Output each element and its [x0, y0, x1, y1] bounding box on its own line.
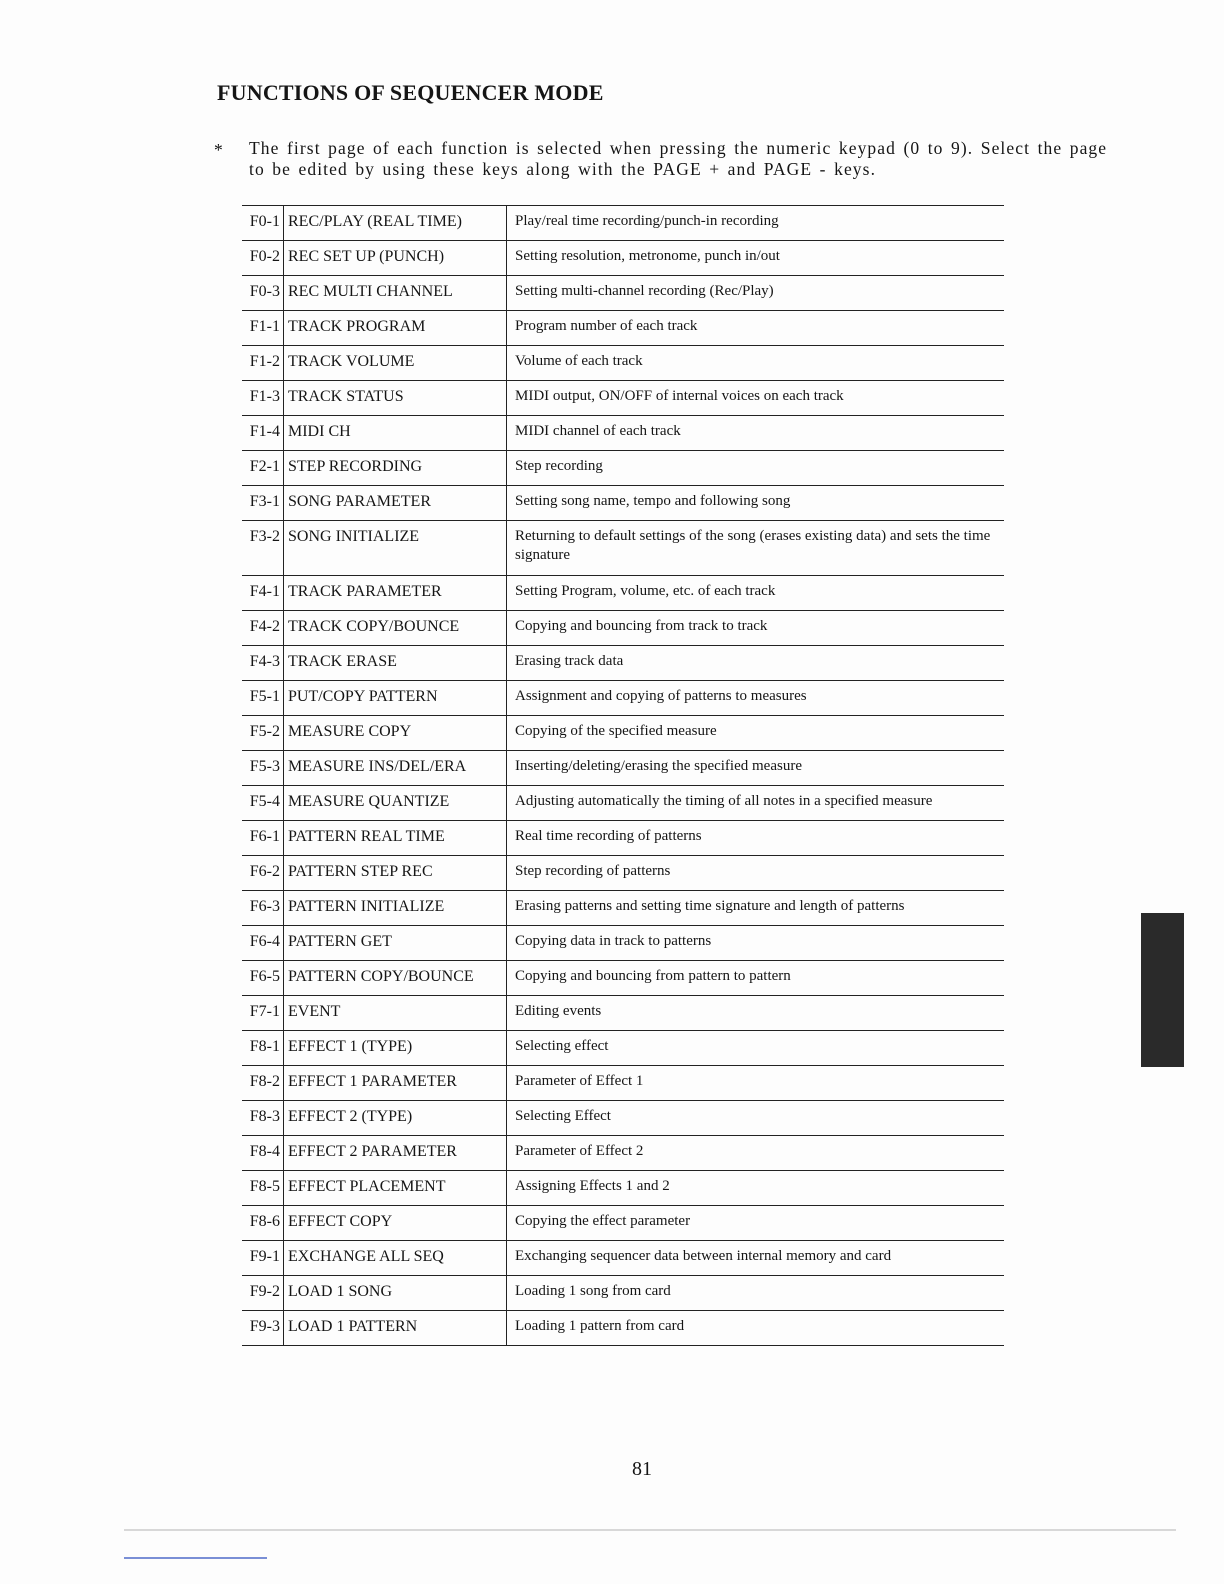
function-code: F8-3 — [242, 1101, 284, 1135]
function-code: F8-4 — [242, 1136, 284, 1170]
function-name: TRACK PARAMETER — [284, 576, 507, 610]
table-row — [242, 856, 1004, 891]
function-description: Adjusting automatically the timing of all notes in a specified measure — [515, 793, 933, 809]
function-description: Assigning Effects 1 and 2 — [515, 1178, 670, 1194]
function-code: F8-2 — [242, 1066, 284, 1100]
function-name: EFFECT COPY — [284, 1206, 507, 1240]
function-name: STEP RECORDING — [284, 451, 507, 485]
table-row — [242, 1031, 1004, 1066]
table-row — [242, 751, 1004, 786]
function-code: F4-1 — [242, 576, 284, 610]
function-description: Inserting/deleting/erasing the specified measure — [515, 758, 802, 774]
table-row — [242, 1066, 1004, 1101]
table-row — [242, 786, 1004, 821]
function-name: EFFECT PLACEMENT — [284, 1171, 507, 1205]
function-code: F5-1 — [242, 681, 284, 715]
function-code: F8-6 — [242, 1206, 284, 1240]
function-name: EVENT — [284, 996, 507, 1030]
function-description: MIDI output, ON/OFF of internal voices on each track — [515, 388, 844, 404]
function-description: Setting song name, tempo and following song — [515, 493, 791, 509]
function-description: Selecting effect — [515, 1038, 609, 1054]
function-code: F1-1 — [242, 311, 284, 345]
function-name: SONG INITIALIZE — [284, 521, 507, 575]
function-code: F8-5 — [242, 1171, 284, 1205]
function-name: EFFECT 2 PARAMETER — [284, 1136, 507, 1170]
table-row — [242, 1241, 1004, 1276]
intro-note — [214, 138, 1114, 180]
function-description: Copying and bouncing from pattern to pattern — [515, 968, 791, 984]
function-name: EXCHANGE ALL SEQ — [284, 1241, 507, 1275]
function-code: F6-1 — [242, 821, 284, 855]
section-tab-marker — [1141, 913, 1184, 1067]
function-description: Step recording of patterns — [515, 863, 671, 879]
function-code: F5-4 — [242, 786, 284, 820]
function-description: Setting Program, volume, etc. of each track — [515, 583, 776, 599]
function-code: F4-2 — [242, 611, 284, 645]
function-name: LOAD 1 SONG — [284, 1276, 507, 1310]
bottom-link-underline — [124, 1557, 267, 1559]
functions-table — [242, 205, 1004, 1346]
table-row — [242, 611, 1004, 646]
function-name: REC/PLAY (REAL TIME) — [284, 206, 507, 240]
function-code: F6-5 — [242, 961, 284, 995]
function-description: Loading 1 pattern from card — [515, 1318, 685, 1334]
function-description: Loading 1 song from card — [515, 1283, 671, 1299]
function-description: Returning to default settings of the song (erases existing data) and sets the time signature — [515, 528, 991, 563]
table-row — [242, 1276, 1004, 1311]
function-name: SONG PARAMETER — [284, 486, 507, 520]
function-description: Selecting Effect — [515, 1108, 611, 1124]
note-bullet: * — [214, 140, 224, 160]
function-name: REC SET UP (PUNCH) — [284, 241, 507, 275]
function-description: Assignment and copying of patterns to measures — [515, 688, 807, 704]
table-row — [242, 716, 1004, 751]
table-row — [242, 521, 1004, 576]
function-description: Copying the effect parameter — [515, 1213, 691, 1229]
function-name: EFFECT 1 (TYPE) — [284, 1031, 507, 1065]
function-name: MEASURE INS/DEL/ERA — [284, 751, 507, 785]
function-description: Step recording — [515, 458, 603, 474]
function-name: LOAD 1 PATTERN — [284, 1311, 507, 1345]
table-row — [242, 1136, 1004, 1171]
function-description: Parameter of Effect 2 — [515, 1143, 644, 1159]
table-row — [242, 821, 1004, 856]
function-name: PATTERN STEP REC — [284, 856, 507, 890]
table-row — [242, 996, 1004, 1031]
function-name: EFFECT 2 (TYPE) — [284, 1101, 507, 1135]
function-name: MIDI CH — [284, 416, 507, 450]
function-description: Copying and bouncing from track to track — [515, 618, 768, 634]
table-row — [242, 486, 1004, 521]
function-code: F6-4 — [242, 926, 284, 960]
function-name: PATTERN INITIALIZE — [284, 891, 507, 925]
function-code: F4-3 — [242, 646, 284, 680]
function-code: F6-3 — [242, 891, 284, 925]
function-name: TRACK PROGRAM — [284, 311, 507, 345]
table-row — [242, 276, 1004, 311]
table-row — [242, 891, 1004, 926]
table-row — [242, 1311, 1004, 1346]
function-code: F9-1 — [242, 1241, 284, 1275]
table-row — [242, 961, 1004, 996]
table-row — [242, 681, 1004, 716]
table-row — [242, 1101, 1004, 1136]
function-description: Editing events — [515, 1003, 602, 1019]
table-row — [242, 206, 1004, 241]
function-code: F3-2 — [242, 521, 284, 575]
function-description: MIDI channel of each track — [515, 423, 681, 439]
table-row — [242, 926, 1004, 961]
function-name: MEASURE QUANTIZE — [284, 786, 507, 820]
function-name: TRACK STATUS — [284, 381, 507, 415]
function-description: Exchanging sequencer data between internal memory and card — [515, 1248, 892, 1264]
function-name: TRACK COPY/BOUNCE — [284, 611, 507, 645]
function-code: F3-1 — [242, 486, 284, 520]
table-row — [242, 451, 1004, 486]
function-name: EFFECT 1 PARAMETER — [284, 1066, 507, 1100]
function-code: F1-4 — [242, 416, 284, 450]
function-description: Real time recording of patterns — [515, 828, 702, 844]
function-description: Parameter of Effect 1 — [515, 1073, 644, 1089]
page-title: FUNCTIONS OF SEQUENCER MODE — [217, 80, 604, 105]
table-row — [242, 416, 1004, 451]
table-row — [242, 646, 1004, 681]
function-code: F1-3 — [242, 381, 284, 415]
function-name: TRACK ERASE — [284, 646, 507, 680]
bottom-divider — [124, 1529, 1176, 1531]
table-row — [242, 576, 1004, 611]
function-code: F0-2 — [242, 241, 284, 275]
function-code: F6-2 — [242, 856, 284, 890]
function-code: F0-3 — [242, 276, 284, 310]
function-name: PUT/COPY PATTERN — [284, 681, 507, 715]
function-name: MEASURE COPY — [284, 716, 507, 750]
function-name: PATTERN COPY/BOUNCE — [284, 961, 507, 995]
function-name: TRACK VOLUME — [284, 346, 507, 380]
function-description: Copying of the specified measure — [515, 723, 717, 739]
function-code: F2-1 — [242, 451, 284, 485]
page-number: 81 — [632, 1458, 652, 1480]
function-name: PATTERN REAL TIME — [284, 821, 507, 855]
function-code: F1-2 — [242, 346, 284, 380]
function-code: F5-2 — [242, 716, 284, 750]
function-code: F8-1 — [242, 1031, 284, 1065]
function-code: F5-3 — [242, 751, 284, 785]
function-description: Erasing patterns and setting time signature and length of patterns — [515, 898, 905, 914]
table-row — [242, 1206, 1004, 1241]
function-code: F9-3 — [242, 1311, 284, 1345]
function-description: Play/real time recording/punch-in recording — [515, 213, 779, 229]
table-row — [242, 346, 1004, 381]
function-description: Volume of each track — [515, 353, 643, 369]
table-row — [242, 311, 1004, 346]
function-description: Copying data in track to patterns — [515, 933, 712, 949]
table-row — [242, 1171, 1004, 1206]
function-code: F0-1 — [242, 206, 284, 240]
function-description: Program number of each track — [515, 318, 698, 334]
function-description: Setting multi-channel recording (Rec/Play) — [515, 283, 774, 299]
function-code: F7-1 — [242, 996, 284, 1030]
note-text: The first page of each function is selected when pressing the numeric keypad (0 to 9). Select the page to be edited by using these keys along with the PAGE + and PAGE - keys. — [249, 138, 1108, 179]
function-description: Setting resolution, metronome, punch in/out — [515, 248, 780, 264]
table-row — [242, 381, 1004, 416]
function-name: REC MULTI CHANNEL — [284, 276, 507, 310]
function-code: F9-2 — [242, 1276, 284, 1310]
function-description: Erasing track data — [515, 653, 624, 669]
table-row — [242, 241, 1004, 276]
function-name: PATTERN GET — [284, 926, 507, 960]
